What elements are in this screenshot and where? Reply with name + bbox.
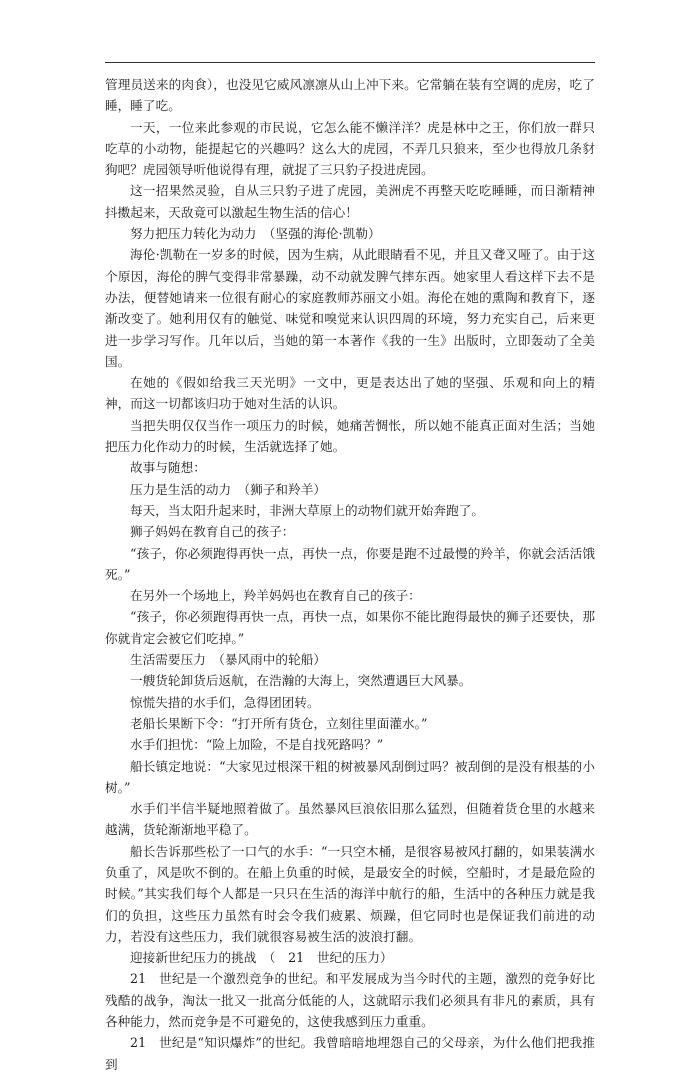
paragraph-3: 这一招果然灵验，自从三只豹子进了虎园，美洲虎不再整天吃吃睡睡，而日渐精神抖擞起来，天敌竟可以激起生物生活的信心！ [105,183,595,220]
paragraph-19: 水手们担忧：“险上加险，不是自找死路吗？” [130,737,384,753]
section-heading-stories: 故事与随想： [130,460,206,476]
paragraph-16: 一艘货轮卸货后返航，在浩瀚的大海上，突然遭遇巨大风暴。 [130,673,472,689]
section-heading-helen-keller: 努力把压力转化为动力 （坚强的海伦·凯勒） [130,226,381,242]
header-rule [105,62,595,63]
document-body [105,74,595,1075]
paragraph-24: 21 世纪是一个激烈竞争的世纪。和平发展成为当今时代的主题，激烈的竞争好比残酷的战争，淘汰一批又一批高分低能的人，这就昭示我们必须具有非凡的素质，具有各种能力，然而竞争是不可避免的，这使我感到压力重重。 [105,971,595,1030]
paragraph-2: 一天，一位来此参观的市民说，它怎么能不懒洋洋？虎是林中之王，你们放一群只吃草的小动物，能提起它的兴趣吗？这么大的虎园，不弄几只狼来，至少也得放几条豺狗吧？虎园领导听他说得有理，就捉了三只豹子投进虎园。 [105,119,595,178]
section-heading-lion-antelope: 压力是生活的动力 （狮子和羚羊） [130,481,326,497]
paragraph-17: 惊慌失措的水手们，急得团团转。 [130,694,320,710]
section-heading-ship: 生活需要压力 （暴风雨中的轮船） [130,652,326,668]
paragraph-20: 船长镇定地说：“大家见过根深干粗的树被暴风刮倒过吗？被刮倒的是没有根基的小树。” [105,758,595,795]
paragraph-5: 海伦·凯勒在一岁多的时候，因为生病，从此眼睛看不见，并且又聋又哑了。由于这个原因，海伦的脾气变得非常暴躁，动不动就发脾气摔东西。她家里人看这样下去不是办法，便替她请来一位很有耐心的家庭教师苏丽文小姐。海伦在她的熏陶和教育下，逐渐改变了。她利用仅有的触觉、味觉和嗅觉来认识四周的环境，努力充实自己，后来更进一步学习写作。几年以后，当她的第一本著作《我的一生》出版时，立即轰动了全美国。 [105,247,595,369]
section-heading-21st-century: 迎接新世纪压力的挑战 （ 21 世纪的压力） [130,950,393,966]
paragraph-1: 管理员送来的肉食），也没见它威风凛凛从山上冲下来。它常躺在装有空调的虎房，吃了睡，睡了吃。 [105,77,595,114]
paragraph-22: 船长告诉那些松了一口气的水手：“一只空木桶，是很容易被风打翻的，如果装满水负重了，风是吹不倒的。在船上负重的时候，是最安全的时候，空船时，才是最危险的时候。”其实我们每个人都是一只只在生活的海洋中航行的船，生活中的各种压力就是我们的负担，这些压力虽然有时会令我们疲累、烦躁，但它同时也是保证我们前进的动力，若没有这些压力，我们就很容易被生活的波浪打翻。 [105,843,595,944]
paragraph-25: 21 世纪是“知识爆炸”的世纪。我曾暗暗地埋怨自己的父母亲，为什么他们把我推到 [105,1035,595,1072]
paragraph-10: 每天，当太阳升起来时，非洲大草原上的动物们就开始奔跑了。 [130,502,485,518]
paragraph-14: “孩子，你必须跑得再快一点，再快一点，如果你不能比跑得最快的狮子还要快，那你就肯定会被它们吃掉。” [105,609,595,646]
paragraph-11: 狮子妈妈在教育自己的孩子： [130,524,295,540]
paragraph-13: 在另外一个场地上，羚羊妈妈也在教育自己的孩子： [130,588,421,604]
paragraph-12: “孩子，你必须跑得再快一点，再快一点，你要是跑不过最慢的羚羊，你就会活活饿死。” [105,545,595,582]
paragraph-18: 老船长果断下令：“打开所有货仓，立刻往里面灌水。” [130,715,428,731]
paragraph-7: 当把失明仅仅当作一项压力的时候，她痛苦惆怅，所以她不能真正面对生活；当她把压力化作动力的时候，生活就选择了她。 [105,417,595,455]
paragraph-21: 水手们半信半疑地照着做了。虽然暴风巨浪依旧那么猛烈，但随着货仓里的水越来越满，货轮渐渐地平稳了。 [105,801,595,838]
paragraph-6: 在她的《假如给我三天光明》一文中，更是表达出了她的坚强、乐观和向上的精神，而这一切都该归功于她对生活的认识。 [105,375,595,412]
